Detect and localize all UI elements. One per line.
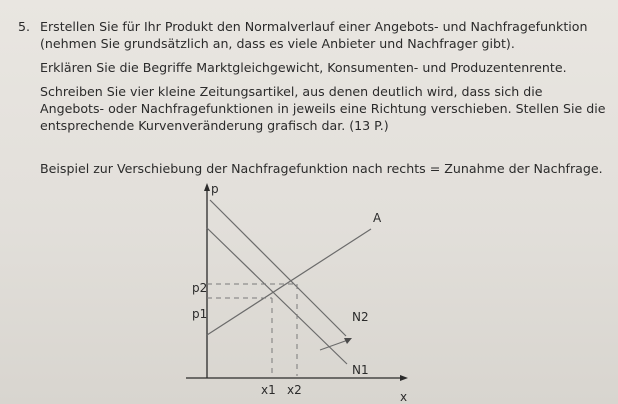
x-axis-arrow [400, 375, 408, 381]
demand-curve-n2 [210, 200, 346, 336]
y-axis-arrow [204, 183, 210, 191]
supply-label: A [373, 211, 382, 225]
task-number: 5. [18, 19, 31, 34]
task-paragraph-2: Erklären Sie die Begriffe Marktgleichgewicht, Konsumenten- und Produzentenrente. [40, 60, 567, 75]
task-paragraph-1: Erstellen Sie für Ihr Produkt den Normalverlauf einer Angebots- und Nachfragefunktion (nehmen Sie grundsätzlich an, dass es viele Anbieter und Nachfrager gibt). [40, 19, 588, 51]
demand-n2-label: N2 [352, 310, 369, 324]
x-axis-label: x [400, 390, 408, 404]
price-label-p1: p1 [192, 307, 208, 321]
demand-curve-n1 [207, 228, 347, 364]
demand-n1-label: N1 [352, 363, 369, 377]
quantity-label-x2: x2 [287, 383, 302, 397]
example-caption: Beispiel zur Verschiebung der Nachfragefunktion nach rechts = Zunahme der Nachfrage. [40, 161, 603, 176]
task-paragraph-3: Schreiben Sie vier kleine Zeitungsartikel, aus denen deutlich wird, dass sich die Angebots- oder Nachfragefunktionen in jeweils eine Richtung verschieben. Stellen Sie die entsprechende Kurvenveränderung grafisch dar. (13 P.) [40, 84, 606, 133]
supply-curve [207, 229, 371, 335]
y-axis-label: p [211, 182, 219, 196]
price-label-p2: p2 [192, 281, 208, 295]
quantity-label-x1: x1 [261, 383, 276, 397]
